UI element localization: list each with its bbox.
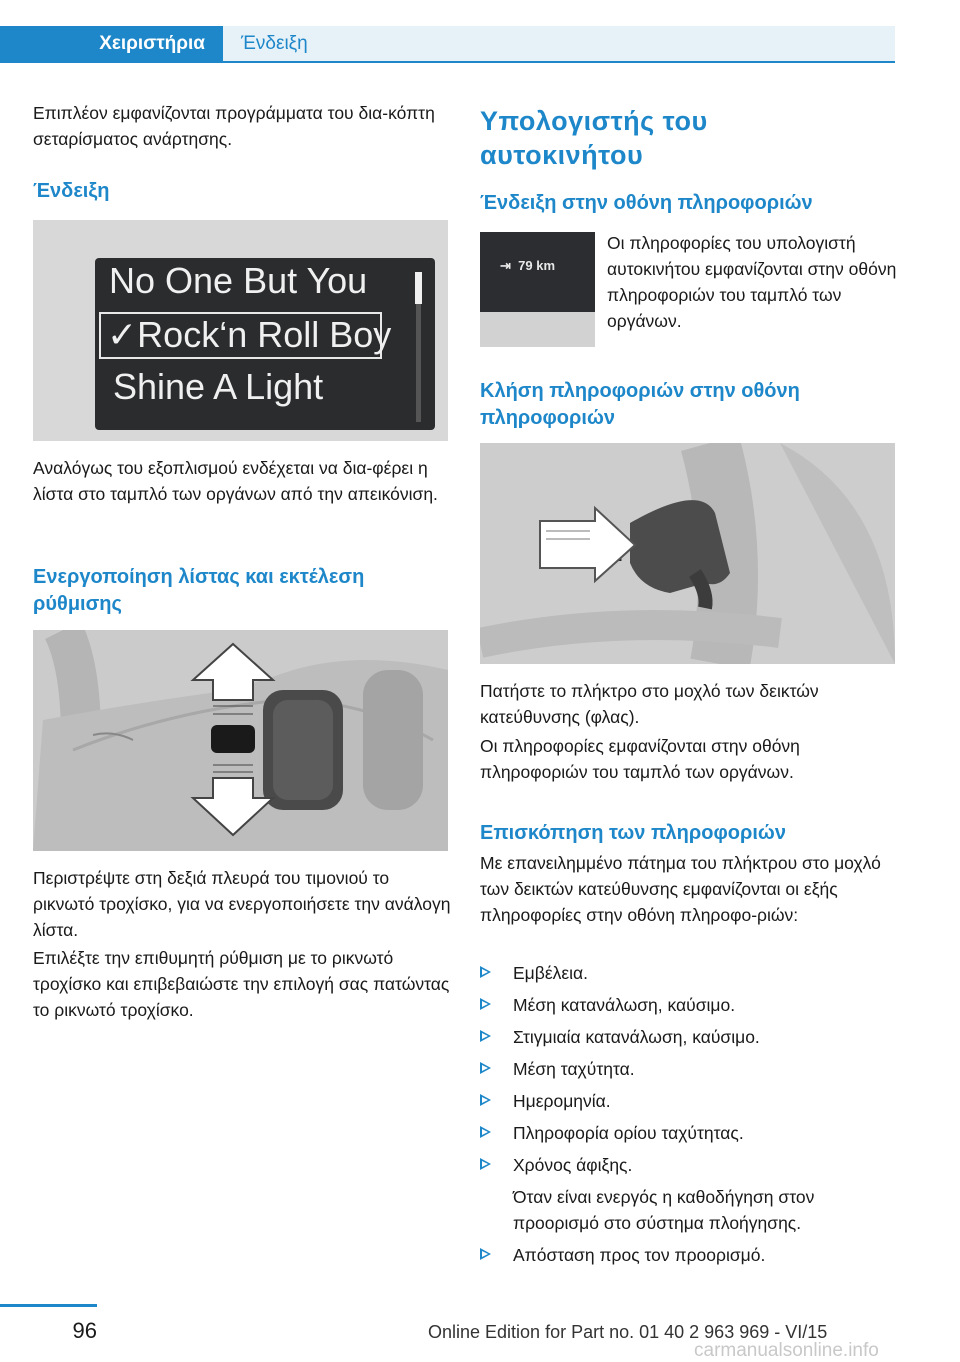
edition-note: Online Edition for Part no. 01 40 2 963 969 - VI/15 xyxy=(428,1322,828,1342)
range-readout xyxy=(500,258,555,274)
section-title-onboard-computer: Υπολογιστής του αυτοκινήτου xyxy=(480,106,708,170)
menu-item-label: Rock‘n Roll Boy xyxy=(137,314,392,355)
menu-item: Shine A Light xyxy=(113,366,324,407)
header-tab-controls: Χειριστήρια xyxy=(0,26,223,62)
turn-signal-lever-figure xyxy=(480,443,895,664)
footer-divider xyxy=(0,1304,97,1307)
heading-activate-list: Ενεργοποίηση λίστας και εκτέλεση ρύθμισης xyxy=(33,566,365,615)
page-header xyxy=(0,0,895,62)
checkmark-icon: ✓ xyxy=(107,314,138,355)
turn-signal-lever-illustration xyxy=(480,443,895,664)
range-arrow-icon: ⇥ xyxy=(500,258,511,273)
press-button-paragraph: Πατήστε το πλήκτρο στο μοχλό των δεικτών κατεύθυνσης (φλας). xyxy=(480,681,819,727)
menu-scrollbar-thumb xyxy=(415,272,422,304)
triangle-bullet-icon xyxy=(480,998,491,1010)
info-shown-paragraph: Οι πληροφορίες εμφανίζονται στην οθόνη πληροφοριών του ταμπλό των οργάνων. xyxy=(480,736,800,782)
triangle-bullet-icon xyxy=(480,1062,491,1074)
page-number: 96 xyxy=(72,1318,97,1343)
triangle-bullet-icon xyxy=(480,1158,491,1170)
watermark: carmanualsonline.info xyxy=(694,1340,879,1361)
triangle-bullet-icon xyxy=(480,1126,491,1138)
range-value: 79 km xyxy=(518,258,556,273)
turn-wheel-paragraph: Περιστρέψτε στη δεξιά πλευρά του τιμονιού το ρικνωτό τροχίσκο, για να ενεργοποιήσετε την ανάλογη λίστα. xyxy=(33,868,451,940)
heading-display: Ένδειξη xyxy=(33,180,110,202)
heading-call-info: Κλήση πληροφοριών στην οθόνη πληροφοριών xyxy=(480,380,800,429)
range-display-figure xyxy=(480,232,595,347)
intro-paragraph: Επιπλέον εμφανίζονται προγράμματα του δια‐κόπτη σεταρίσματος ανάρτησης. xyxy=(33,103,435,149)
menu-item: No One But You xyxy=(109,260,368,301)
info-bullet-list: Εμβέλεια. Μέση κατανάλωση, καύσιμο. Στιγμιαία κατανάλωση, καύσιμο. Μέση ταχύτητα. Ημερομηνία. Πληροφορία ορίου ταχύτητας. Χρόνος άφιξης. Όταν είναι ενεργός η καθοδήγηση στον προορισμό στο σύστημα πλοήγησης. Απόσταση προς τον προορισμό. xyxy=(480,960,895,1270)
select-setting-paragraph: Επιλέξτε την επιθυμητή ρύθμιση με το ρικνωτό τροχίσκο και επιβεβαιώστε την επιλογή σας πατώντας το ρικνωτό τροχίσκο. xyxy=(33,948,450,1020)
header-divider xyxy=(0,61,895,63)
triangle-bullet-icon xyxy=(480,1094,491,1106)
steering-wheel-figure xyxy=(33,630,448,851)
header-tab-display: Ένδειξη xyxy=(223,26,895,62)
info-display-paragraph: Οι πληροφορίες του υπολογιστή αυτοκινήτου εμφανίζονται στην οθόνη πληροφοριών του ταμπλό των οργάνων. xyxy=(607,233,897,331)
overview-paragraph: Με επανειλημμένο πάτημα του πλήκτρου στο μοχλό των δεικτών κατεύθυνσης εμφανίζονται οι εξής πληροφορίες στην οθόνη πληροφο‐ριών: xyxy=(480,853,881,925)
heading-info-display: Ένδειξη στην οθόνη πληροφοριών xyxy=(480,192,813,214)
menu-list-figure xyxy=(33,220,448,441)
triangle-bullet-icon xyxy=(480,1248,491,1260)
menu-item-selected xyxy=(107,314,391,356)
display-paragraph: Αναλόγως του εξοπλισμού ενδέχεται να δια‐φέρει η λίστα στο ταμπλό των οργάνων από την απεικόνιση. xyxy=(33,458,438,504)
heading-info-overview: Επισκόπηση των πληροφοριών xyxy=(480,822,786,844)
steering-wheel-illustration xyxy=(33,630,448,851)
triangle-bullet-icon xyxy=(480,966,491,978)
triangle-bullet-icon xyxy=(480,1030,491,1042)
